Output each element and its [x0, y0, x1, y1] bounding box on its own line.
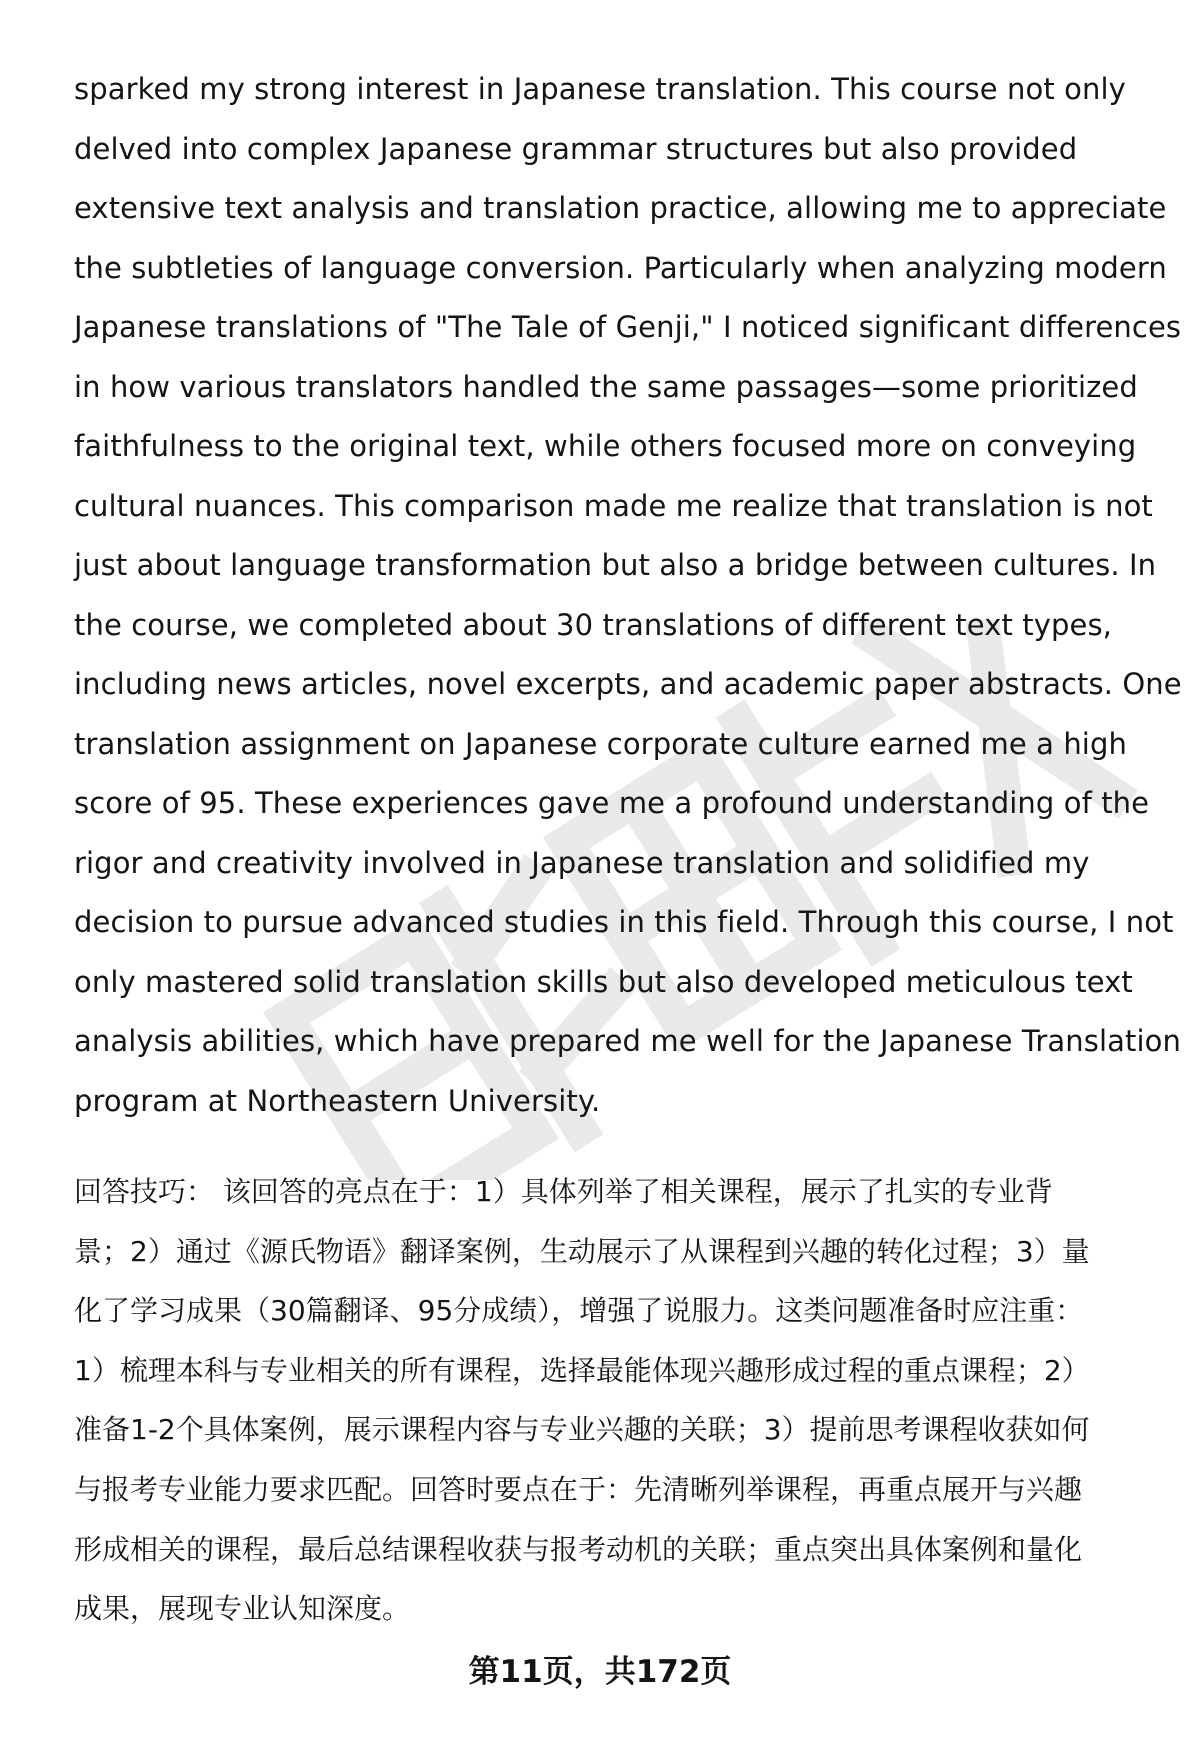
text-line: score of 95. These experiences gave me a profound understanding of the [74, 786, 1150, 820]
text-line: delved into complex Japanese grammar structures but also provided [74, 131, 1078, 166]
tips-text: 该回答的亮点在于：1）具体列举了相关课程，展示了扎实的专业背 [214, 1175, 1053, 1208]
tips-line: 1）梳理本科与专业相关的所有课程，选择最能体现兴趣形成过程的重点课程；2） [74, 1353, 1090, 1387]
tips-line: 与报考专业能力要求匹配。回答时要点在于：先清晰列举课程，再重点展开与兴趣 [74, 1472, 1083, 1506]
tips-line: 化了学习成果（30篇翻译、95分成绩），增强了说服力。这类问题准备时应注重： [74, 1294, 1084, 1328]
page-content [74, 60, 1182, 1639]
text-line: program at Northeastern University. [74, 1083, 601, 1118]
tips-line: 成果，展现专业认知深度。 [74, 1592, 411, 1626]
text-line: Japanese translations of "The Tale of Genji," I noticed significant differences [74, 310, 1182, 344]
text-line: cultural nuances. This comparison made me realize that translation is not [74, 488, 1153, 523]
tips-line: 景；2）通过《源氏物语》翻译案例，生动展示了从课程到兴趣的转化过程；3）量 [74, 1234, 1090, 1268]
answer-tips-paragraph [74, 1162, 1154, 1639]
text-line: only mastered solid translation skills but also developed meticulous text [74, 964, 1133, 999]
text-line: the subtleties of language conversion. Particularly when analyzing modern [74, 250, 1167, 285]
page-number: 第11页，共172页 [468, 1654, 732, 1690]
text-line: sparked my strong interest in Japanese translation. This course not only [74, 72, 1126, 106]
tips-line: 形成相关的课程，最后总结课程收获与报考动机的关联；重点突出具体案例和量化 [74, 1532, 1083, 1566]
text-line: decision to pursue advanced studies in this field. Through this course, I not [74, 905, 1174, 939]
text-line: translation assignment on Japanese corporate culture earned me a high [74, 726, 1127, 761]
answer-paragraph [74, 60, 1182, 1131]
tips-label: 回答技巧： [74, 1175, 215, 1208]
text-line: the course, we completed about 30 translations of different text types, [74, 607, 1112, 642]
text-line: in how various translators handled the same passages—some prioritized [74, 369, 1138, 404]
text-line: just about language transformation but also a bridge between cultures. In [74, 548, 1157, 582]
text-line: extensive text analysis and translation practice, allowing me to appreciate [74, 191, 1167, 225]
tips-line: 准备1-2个具体案例，展示课程内容与专业兴趣的关联；3）提前思考课程收获如何 [74, 1413, 1090, 1447]
text-line: analysis abilities, which have prepared me well for the Japanese Translation [74, 1024, 1181, 1058]
tips-line [74, 1162, 1154, 1222]
text-line: faithfulness to the original text, while others focused more on conveying [74, 429, 1137, 463]
text-line: rigor and creativity involved in Japanese translation and solidified my [74, 845, 1090, 880]
text-line: including news articles, novel excerpts, and academic paper abstracts. One [74, 667, 1182, 701]
